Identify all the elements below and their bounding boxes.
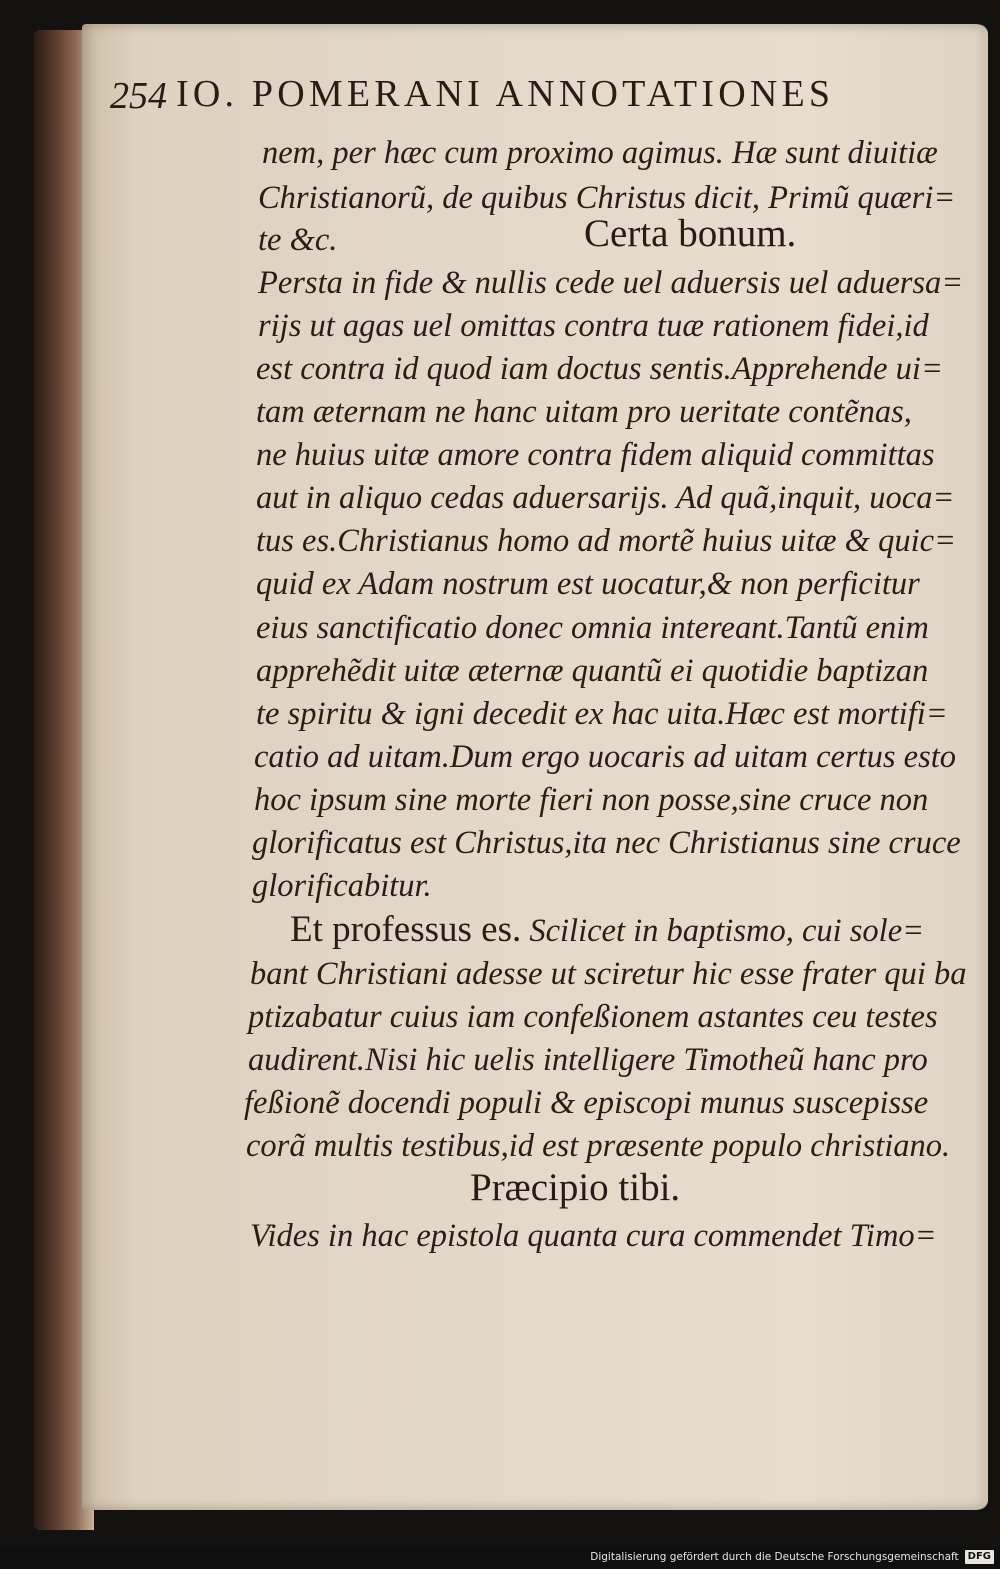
text-line: aut in aliquo cedas aduersarijs. Ad quã,inquit, uoca= bbox=[256, 480, 955, 516]
text-line: eius sanctificatio donec omnia intereant.Tantũ enim bbox=[256, 610, 929, 646]
text-line: tam æternam ne hanc uitam pro ueritate contẽnas, bbox=[256, 394, 912, 430]
text-line: corã multis testibus,id est præsente populo christiano. bbox=[246, 1128, 951, 1164]
digitization-footer bbox=[590, 1549, 994, 1565]
text-line: apprehẽdit uitæ æternæ quantũ ei quotidie baptizan bbox=[256, 653, 929, 689]
section-heading-et-professus: Et professus es. bbox=[290, 909, 522, 950]
text-line: Persta in fide & nullis cede uel aduersis uel aduersa= bbox=[258, 265, 964, 301]
text-line: quid ex Adam nostrum est uocatur,& non perficitur bbox=[256, 566, 920, 602]
funding-credit: Digitalisierung gefördert durch die Deutsche Forschungsgemeinschaft bbox=[590, 1551, 959, 1563]
text-line: te spiritu & igni decedit ex hac uita.Hæc est mortifi= bbox=[256, 696, 948, 732]
text-line: est contra id quod iam doctus sentis.Apprehende ui= bbox=[256, 351, 943, 387]
text-line: catio ad uitam.Dum ergo uocaris ad uitam certus esto bbox=[254, 739, 957, 775]
text-line: nem, per hæc cum proximo agimus. Hæ sunt diuitiæ bbox=[262, 135, 938, 171]
text-line: hoc ipsum sine morte fieri non posse,sine cruce non bbox=[254, 782, 929, 818]
text-line: Christianorũ, de quibus Christus dicit, Primũ quæri= bbox=[258, 180, 956, 216]
text-line: glorificatus est Christus,ita nec Christianus sine cruce bbox=[252, 825, 961, 861]
text-line: ptizabatur cuius iam confeßionem astantes ceu testes bbox=[248, 999, 938, 1035]
text-line: Scilicet in baptismo, cui sole= bbox=[529, 913, 925, 949]
text-line: glorificabitur. bbox=[252, 868, 432, 904]
text-line: ne huius uitæ amore contra fidem aliquid committas bbox=[256, 437, 935, 473]
dfg-logo-icon: DFG bbox=[965, 1550, 994, 1564]
running-title: IO. POMERANI ANNOTATIONES bbox=[176, 73, 835, 115]
page-number: 254 bbox=[110, 75, 167, 117]
text-line: te &c. bbox=[258, 222, 338, 258]
text-line: Vides in hac epistola quanta cura commendet Timo= bbox=[250, 1218, 937, 1254]
section-heading-praecipio: Præcipio tibi. bbox=[470, 1166, 681, 1209]
text-line: feßionẽ docendi populi & episcopi munus suscepisse bbox=[244, 1085, 929, 1121]
section-heading-certa-bonum: Certa bonum. bbox=[584, 212, 797, 255]
text-line: bant Christiani adesse ut sciretur hic esse frater qui ba bbox=[250, 956, 967, 992]
text-line: audirent.Nisi hic uelis intelligere Timotheũ hanc pro bbox=[248, 1042, 928, 1078]
text-line: tus es.Christianus homo ad mortẽ huius uitæ & quic= bbox=[256, 523, 956, 559]
text-line: rijs ut agas uel omittas contra tuæ rationem fidei,id bbox=[258, 308, 929, 344]
text-line-with-lemma bbox=[290, 910, 924, 951]
